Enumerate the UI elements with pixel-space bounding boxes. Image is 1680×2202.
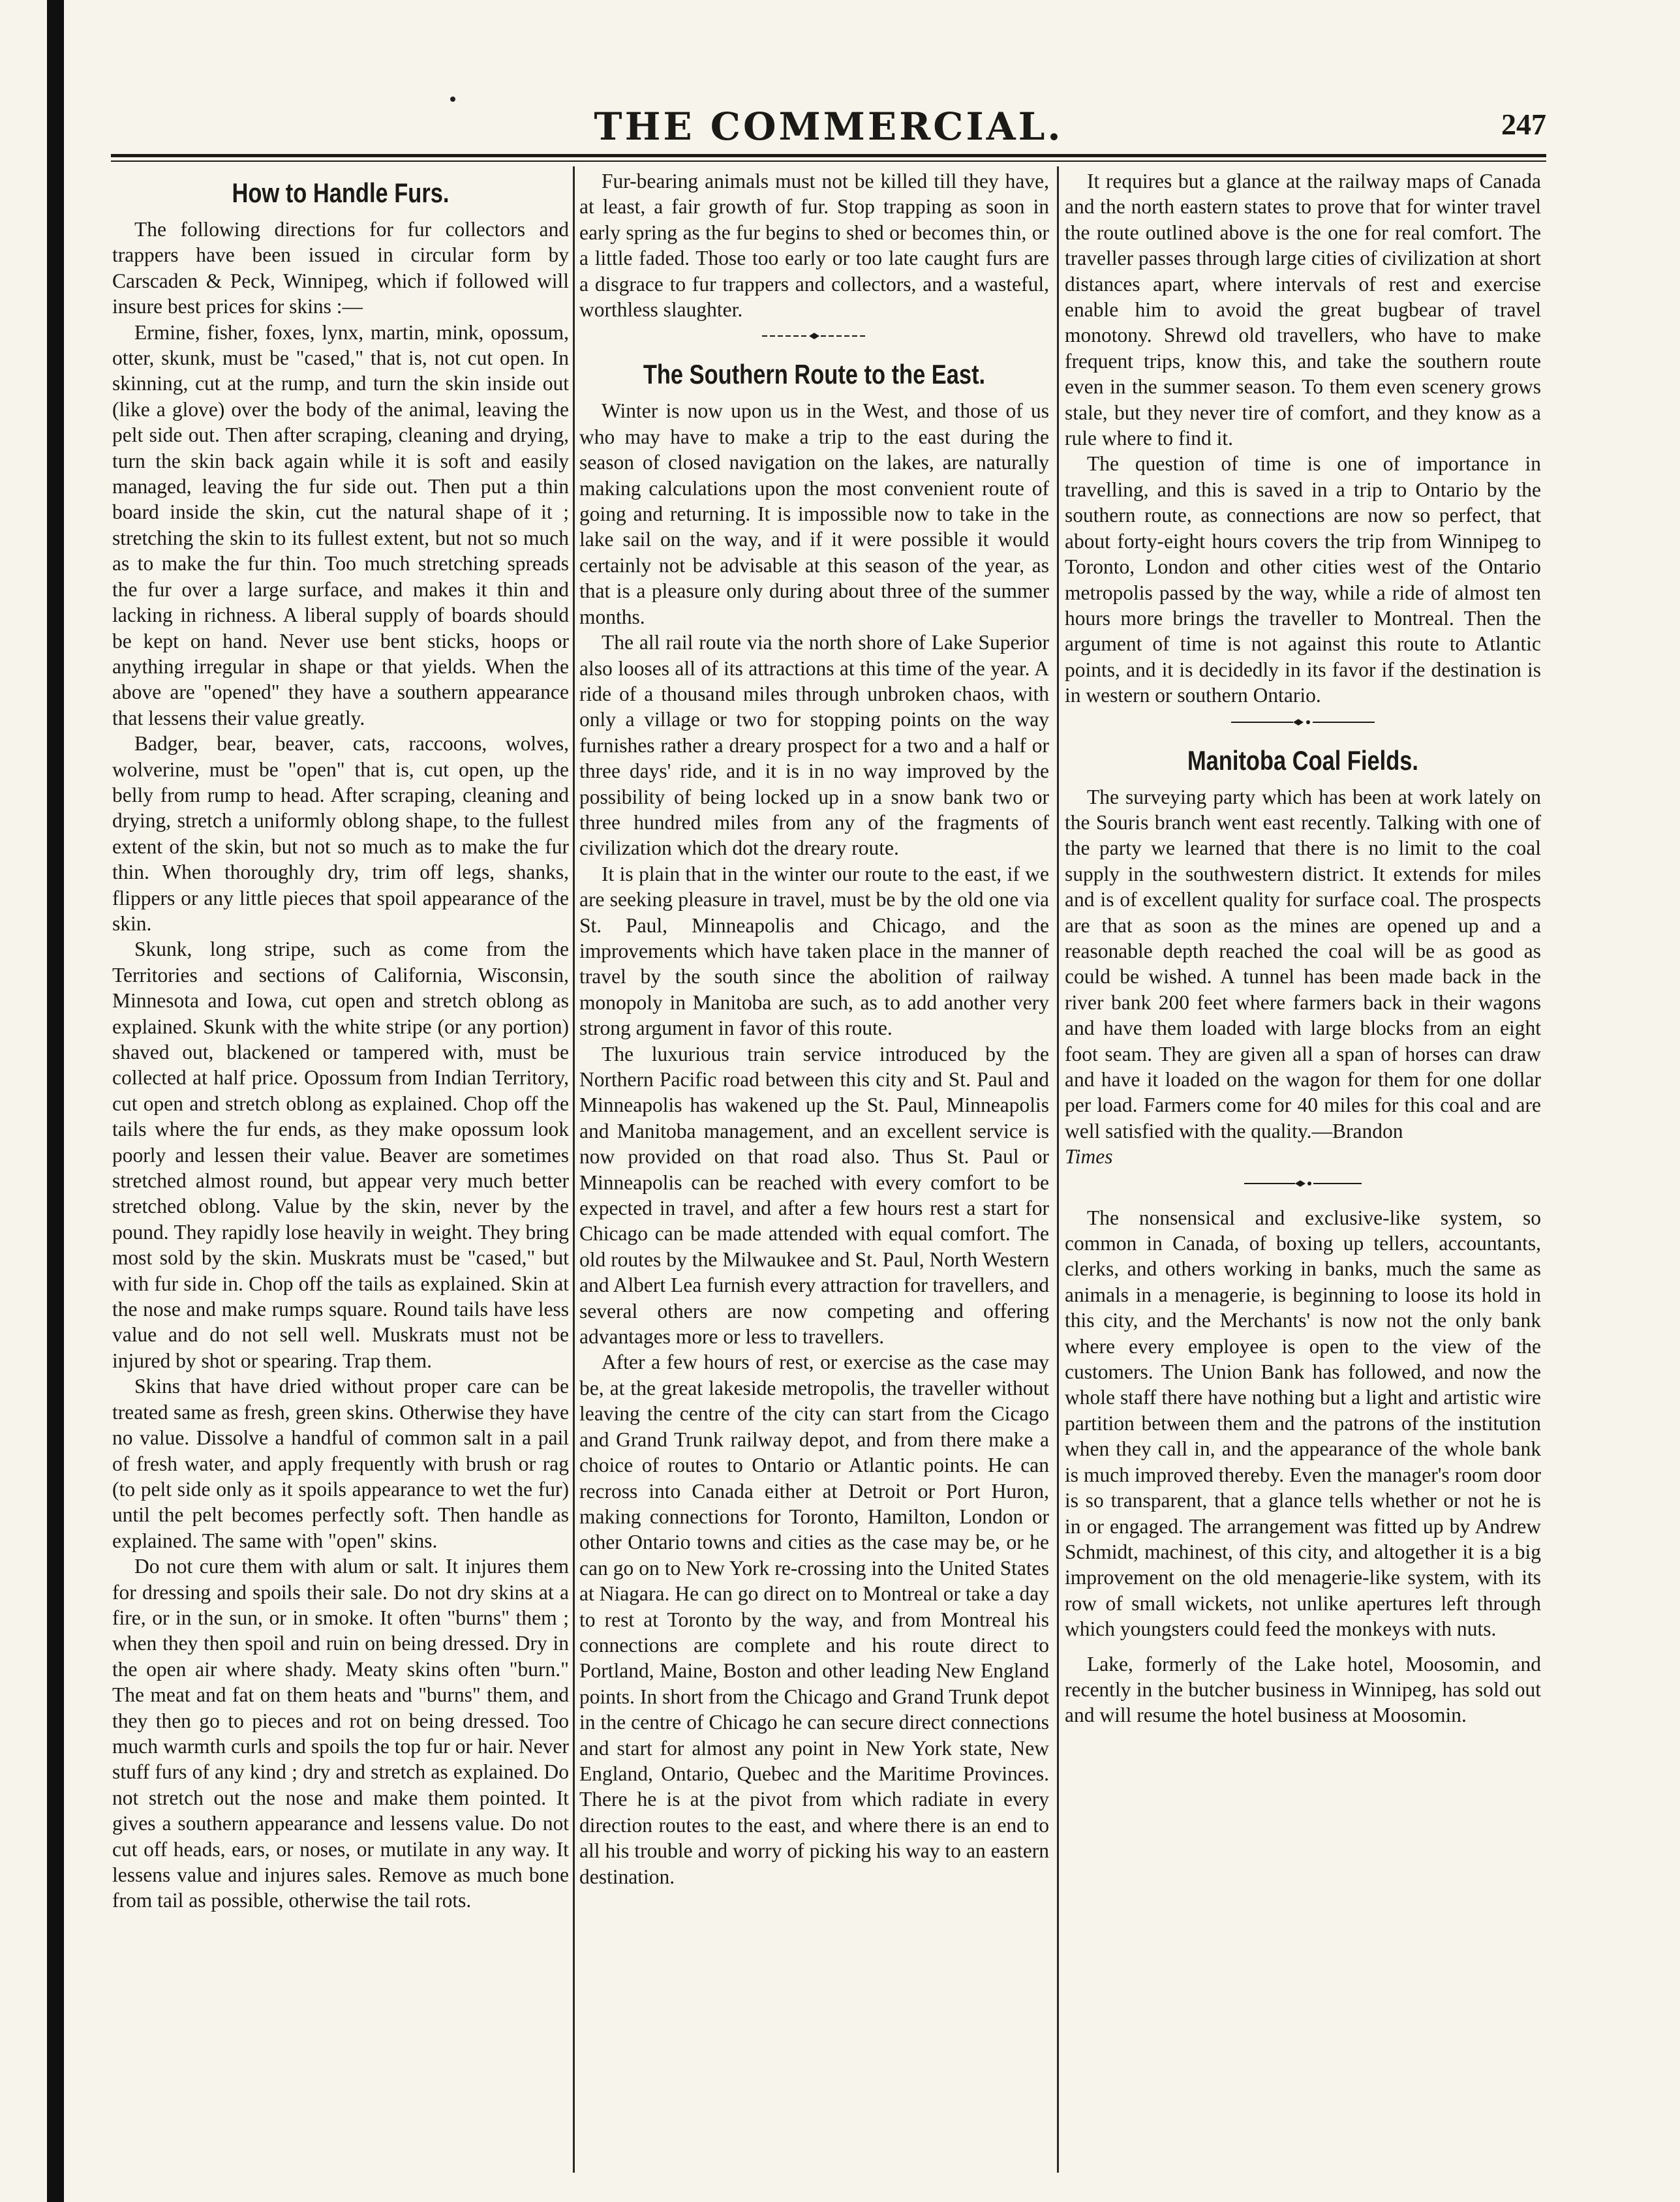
paragraph: Winter is now upon us in the West, and those of us who may have to make a trip to the east during the season of closed navigation on the lakes, are naturally making calculations upon the most convenient route of going and returning. It is impossible now to take in the lake sail on the way, and if it were possible it would certainly not be advisable at this season of the year, as that is a pleasure only during about three of the summer months. <box>579 399 1049 628</box>
paragraph: The all rail route via the north shore of Lake Superior also looses all of its attractions at this time of the year. A ride of a thousand miles through unbroken chaos, with only a village or two for stopping points on the way furnishes rather a dreary prospect for a two and a half or three days' ride, and it is in no way improved by the possibility of being locked up in a snow bank two or three hundred miles from any of the fragments of civilization which dot the dreary route. <box>579 631 1049 860</box>
section-divider-ornament <box>1225 718 1381 727</box>
column-2 <box>579 168 1049 1889</box>
paragraph: It is plain that in the winter our route to the east, if we are seeking pleasure in travel, must be by the old one via St. Paul, Minneapolis and Chicago, and the improvements which have taken place in the manner of travel by the south since the abolition of railway monopoly in Manitoba are such, as to add another very strong argument in favor of this route. <box>579 862 1049 1040</box>
paragraph: The question of time is one of importance in travelling, and this is saved in a trip to Ontario by the southern route, as connections are now so perfect, that about forty-eight hours covers the trip from Winnipeg to Toronto, London and other cities west of the Ontario metropolis passed by the way, while a ride of almost ten hours more brings the traveller to Montreal. Then the argument of time is not against this route to Atlantic points, and it is decidedly in its favor if the destination is in western or southern Ontario. <box>1065 452 1541 707</box>
paragraph: Skins that have dried without proper care can be treated same as fresh, green skins. Otherwise they have no value. Dissolve a handful of common salt in a pail of fresh water, and apply frequently with brush or rag (to pelt side only as it spoils appearance to wet the fur) until the pelt becomes perfectly soft. Then handle as explained. The same with "open" skins. <box>112 1375 569 1552</box>
section-divider-ornament <box>1238 1179 1368 1188</box>
paragraph: The nonsensical and exclusive-like system, so common in Canada, of boxing up tellers, accountants, clerks, and others working in banks, much the same as animals in a menagerie, is beginning to loose its hold in this city, and the Merchants' is now not the only bank where every employee is open to the view of the customers. The Union Bank has followed, and now the whole staff there have nothing but a light and artistic wire partition between them and the patrons of the institution when they call in, and the appearance of the whole bank is much improved thereby. Even the manager's room door is so transparent, that a glance tells whether or not he is in or engaged. The arrangement was fitted up by Andrew Schmidt, machinest, of this city, and altogether it is a big improvement on the old menagerie-like system, with its row of small wickets, not unlike apertures left through which youngsters could feed the monkeys with nuts. <box>1065 1206 1541 1641</box>
paragraph: Lake, formerly of the Lake hotel, Moosomin, and recently in the butcher business in Winnipeg, has sold out and will resume the hotel business at Moosomin. <box>1065 1652 1541 1727</box>
column-3 <box>1065 168 1541 1728</box>
section-divider-ornament <box>756 331 873 341</box>
paragraph: The luxurious train service introduced by the Northern Pacific road between this city and St. Paul and Minneapolis has wakened up the St. Paul, Minneapolis and Manitoba management, and an excellent service is now provided on that road also. Thus St. Paul or Minneapolis can be reached with every comfort to be expected in travel, and after a few hours rest a start for Chicago can be made attended with equal comfort. The old routes by the Milwaukee and St. Paul, North Western and Albert Lea furnish every attraction for travellers, and several others are now competing and offering advantages more or less to travellers. <box>579 1042 1049 1349</box>
masthead <box>111 104 1546 150</box>
ink-speck <box>450 97 455 102</box>
paragraph: After a few hours of rest, or exercise as the case may be, at the great lakeside metropolis, the traveller without leaving the centre of the city can start from the Cicago and Grand Trunk railway depot, and from there make a choice of routes to Ontario or Atlantic points. He can recross into Canada either at Detroit or Port Huron, making connections for Toronto, Hamilton, London or other Ontario towns and cities as the case may be, or he can go on to New York re-crossing into the United States at Niagara. He can go direct on to Montreal or take a day to rest at Toronto by the way, and from Montreal his connections are complete and his route direct to Portland, Maine, Boston and other leading New England points. In short from the Chicago and Grand Trunk depot in the centre of Chicago he can secure direct connections and start for almost any point in New York state, New England, Ontario, Quebec and the Maritime Provinces. There he is at the pivot from which radiate in every direction routes to the east, and where there is an end to all his trouble and worry of picking his way to an eastern destination. <box>579 1351 1049 1888</box>
page-number: 247 <box>1501 108 1546 141</box>
paragraph: Ermine, fisher, foxes, lynx, martin, mink, opossum, otter, skunk, must be "cased," that is, not cut open. In skinning, cut at the rump, and turn the skin inside out (like a glove) over the body of the animal, leaving the pelt side out. Then after scraping, cleaning and drying, turn the skin back again while it is soft and easily managed, leaving the fur side out. Then put a thin board inside the skin, cut the natural shape of it ; stretching the skin to its fullest extent, but not so much as to make the fur thin. Too much stretching spreads the fur over a large surface, and makes it thin and lacking in richness. A liberal supply of boards should be kept on hand. Never use bent sticks, hoops or anything irregular in shape or that yields. When the above are "opened" they have a southern appearance that lessens their value greatly. <box>112 320 569 729</box>
newspaper-title: THE COMMERCIAL. <box>594 104 1063 149</box>
paragraph: The surveying party which has been at work lately on the Souris branch went east recently. Talking with one of the party we learned that there is no limit to the coal supply in the southwestern district. It extends for miles and is of excellent quality for surface coal. The prospects are that as soon as the mines are opened up and a reasonable depth reached the coal will be as good as could be wished. A tunnel has been made back in the river bank 200 feet where farmers back in their wagons and have them loaded with large blocks from an eight foot seam. They are given all a span of horses can draw and have it loaded on the wagon for them for one dollar per load. Farmers come for 40 miles for this coal and are well satisfied with the quality.—Brandon <box>1065 785 1541 1142</box>
page-binding-edge <box>47 0 64 2202</box>
paragraph: Badger, bear, beaver, cats, raccoons, wolves, wolverine, must be "open" that is, cut open, up the belly from rump to head. After scraping, cleaning and drying, stretch a uniformly oblong shape, to the fullest extent of the skin, but not so much as to make the fur thin. When thoroughly dry, trim off legs, shanks, flippers or any little pieces that spoil appearance of the skin. <box>112 732 569 935</box>
byline: Times <box>1065 1145 1113 1169</box>
paragraph: Do not cure them with alum or salt. It injures them for dressing and spoils their sale. Do not dry skins at a fire, or in the sun, or in smoke. It often "burns" them ; when they then spoil and ruin on being dressed. Dry in the open air where shady. Meaty skins often "burn." The meat and fat on them heats and "burns" them, and they then go to pieces and rot on being dressed. Too much warmth curls and spoils the top fur or hair. Never stuff furs of any kind ; dry and stretch as explained. Do not stretch out the nose and make them pointed. It gives a southern appearance and lessens value. Do not cut off heads, ears, or noses, or mutilate in any way. It lessens value and injures sales. Remove as much bone from tail as possible, otherwise the tail rots. <box>112 1555 569 1912</box>
masthead-rule-top <box>111 154 1546 157</box>
headline-southern-route: The Southern Route to the East. <box>643 359 986 390</box>
column-1 <box>112 168 569 1914</box>
headline-coal-fields: Manitoba Coal Fields. <box>1187 744 1419 776</box>
column-separator <box>1057 166 1059 2173</box>
paragraph: Skunk, long stripe, such as come from the Territories and sections of California, Wisconsin, Minnesota and Iowa, cut open and stretch oblong as explained. Skunk with the white stripe (or any portion) shaved out, blackened or tampered with, must be collected at half price. Opossum from Indian Territory, cut open and stretch oblong as explained. Chop off the tails where the fur ends, as they make opossum look poorly and lessen their value. Beaver are sometimes stretched almost round, but appear very much better stretched oblong. Value by the skin, never by the pound. They rapidly lose heavily in weight. They bring most sold by the skin. Muskrats must be "cased," but with fur side in. Chop off the tails as explained. Skin at the nose and make rumps square. Round tails have less value and do not sell well. Muskrats must not be injured by shot or spearing. Trap them. <box>112 938 569 1372</box>
paragraph: It requires but a glance at the railway maps of Canada and the north eastern states to prove that for winter travel the route outlined above is the one for real comfort. The traveller passes through large cities of civilization at short distances apart, where intervals of rest and exercise enable him to avoid the great bugbear of travel monotony. Shrewd old travellers, who have to make frequent trips, know this, and take the southern route even in the summer season. To them even scenery grows stale, but they never tire of comfort, and they know as a rule where to find it. <box>1065 170 1541 450</box>
paragraph: Fur-bearing animals must not be killed till they have, at least, a fair growth of fur. Stop trapping as soon in early spring as the fur begins to shed or becomes thin, or a little faded. Those too early or too late caught furs are a disgrace to fur trappers and collectors, and a wasteful, worthless slaughter. <box>579 170 1049 322</box>
headline-furs: How to Handle Furs. <box>232 177 450 208</box>
masthead-rule-bottom <box>111 161 1546 162</box>
paragraph: The following directions for fur collectors and trappers have been issued in circular form by Carscaden & Peck, Winnipeg, which if followed will insure best prices for skins :— <box>112 218 569 318</box>
column-separator <box>573 166 575 2173</box>
